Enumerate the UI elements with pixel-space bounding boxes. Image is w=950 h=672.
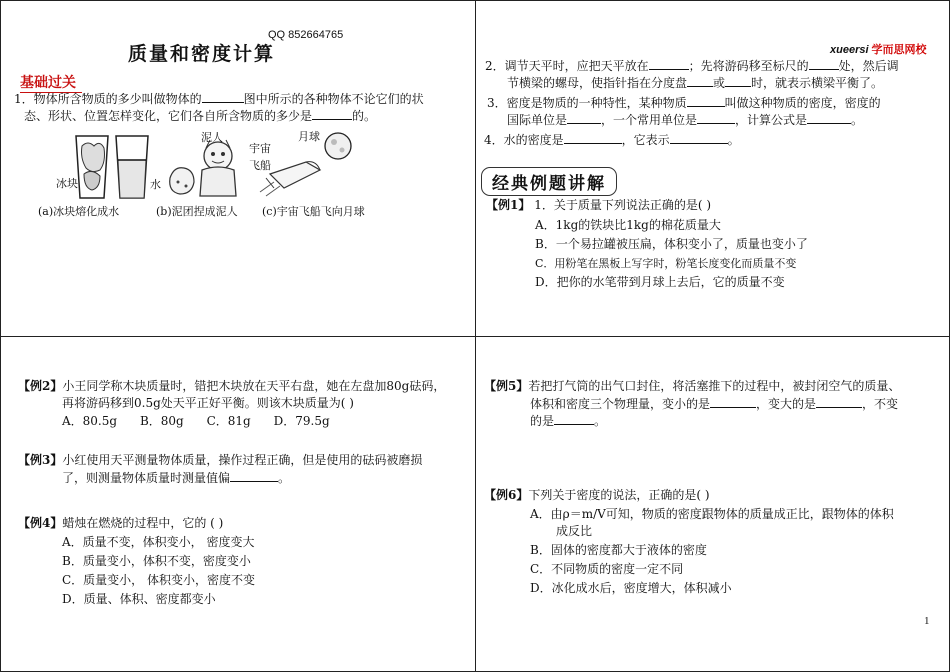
water-label: 水: [150, 178, 161, 191]
q3-text-f: 。: [851, 113, 864, 127]
ex4-option-c: C．质量变小， 体积变小，密度不变: [62, 573, 255, 587]
q3-blank-2: [567, 111, 601, 124]
ex3-tag: 【例3】: [18, 453, 63, 467]
ex4-option-b: B．质量变小，体积不变，密度变小: [62, 554, 251, 568]
ice-glass-illustration: [76, 136, 108, 198]
q2-blank-1: [649, 57, 689, 70]
ex6-option-a-line2: 成反比: [556, 524, 593, 538]
ex1-stem: [486, 197, 711, 214]
ex3-text-a: 小红使用天平测量物体质量，操作过程正确，但是使用的砝码被磨损: [62, 453, 423, 467]
spacecraft-label-1: 宇宙: [249, 142, 271, 155]
q2-text-e: 或: [713, 76, 726, 90]
ex5-text-c: ，变大的是: [756, 397, 817, 411]
q2-blank-2: [809, 57, 839, 70]
q1-line1: [14, 90, 424, 108]
ex1-tag: 【例1】: [486, 198, 531, 212]
spacecraft-label-2: 飞船: [249, 159, 271, 172]
ex5-line1: [484, 378, 900, 395]
ex2-line2: 再将游码移到0.5g处天平正好平衡。则该木块质量为( ): [62, 396, 354, 410]
q3-text-a: 3．密度是物质的一种特性，某种物质: [487, 96, 687, 110]
ex5-blank-3: [554, 412, 594, 425]
ex4-tag: 【例4】: [18, 516, 63, 530]
ex3-text-c: 。: [278, 471, 291, 485]
q2-text-f: 时，就表示横梁平衡了。: [751, 76, 884, 90]
ex6-option-c: C．不同物质的密度一定不同: [530, 562, 684, 576]
ex6-tag: 【例6】: [484, 488, 529, 502]
q3-line1: [487, 94, 881, 112]
ex5-text-a: 若把打气筒的出气口封住，将活塞推下的过程中，被封闭空气的质量、: [528, 379, 901, 393]
clay-lump-illustration: [170, 168, 194, 194]
caption-b: (b)泥团捏成泥人: [156, 205, 238, 218]
q2-text-c: 处，然后调: [838, 59, 899, 73]
ex3-line2: [62, 469, 290, 487]
moon-illustration: [325, 133, 351, 159]
page-title: 质量和密度计算: [128, 43, 276, 65]
ex1-stem-text: 1．关于质量下列说法正确的是( ): [534, 198, 712, 212]
clay-figure-illustration: [200, 140, 236, 196]
ex2-text-a: 小王同学称木块质量时，错把木块放在天平右盘，她在左盘加80g砝码，: [62, 379, 446, 393]
section-examples-heading: 经典例题讲解: [481, 167, 617, 196]
ex4-stem-text: 蜡烛在燃烧的过程中，它的 ( ): [62, 516, 224, 530]
ex5-blank-2: [816, 395, 862, 408]
ex2-line1: [18, 378, 445, 395]
q2-line2: [507, 74, 883, 92]
ex6-option-a-line1: A．由ρ＝m/V可知，物质的密度跟物体的质量成正比，跟物体的体积: [530, 507, 894, 521]
xueersi-logo: [830, 41, 927, 57]
q1-text-c: 态、形状、位置怎样变化，它们各自所含物质的多少是: [24, 109, 313, 123]
ex4-stem: [18, 515, 223, 532]
q1-text-b: 图中所示的各种物体不论它们的状: [243, 92, 424, 106]
divider-horizontal: [0, 336, 950, 337]
moon-label: 月球: [298, 130, 320, 143]
ex2-tag: 【例2】: [18, 379, 63, 393]
ex3-blank: [230, 469, 278, 482]
q1-text-d: 的。: [352, 109, 377, 123]
clay-label: 泥人: [201, 131, 223, 144]
ex4-option-a: A．质量不变，体积变小， 密度变大: [62, 535, 255, 549]
q4-text-c: 。: [727, 133, 740, 147]
q3-line2: [507, 111, 863, 129]
ex1-option-b: B．一个易拉罐被压扁，体积变小了，质量也变小了: [535, 237, 808, 251]
ex1-option-d: D．把你的水笔带到月球上去后，它的质量不变: [535, 275, 785, 289]
qq-header: QQ 852664765: [268, 29, 344, 41]
q4-line: [484, 131, 740, 149]
ex1-option-c: C．用粉笔在黑板上写字时，粉笔长度变化而质量不变: [535, 257, 797, 270]
page-number: 1: [924, 615, 930, 627]
ex5-text-d: ，不变: [862, 397, 899, 411]
q3-text-e: ，计算公式是: [735, 113, 808, 127]
q1-blank-2: [312, 107, 352, 120]
caption-c: (c)宇宙飞船飞向月球: [262, 205, 365, 218]
ex5-text-e: 的是: [530, 414, 555, 428]
ex6-option-d: D．冰化成水后，密度增大，体积减小: [530, 581, 732, 595]
logo-chinese: 学而思网校: [871, 44, 927, 56]
ex3-text-b: 了，则测量物体质量时测量值偏: [62, 471, 231, 485]
q4-text-a: 4．水的密度是: [484, 133, 564, 147]
q3-blank-3: [697, 111, 735, 124]
q2-text-a: 2．调节天平时，应把天平放在: [485, 59, 649, 73]
ice-label: 冰块: [56, 177, 78, 190]
ex5-text-f: 。: [594, 414, 607, 428]
q3-blank-1: [687, 94, 725, 107]
q1-line2: [24, 107, 376, 125]
section-basic-heading: 基础过关: [20, 75, 76, 91]
q2-blank-3: [687, 74, 713, 87]
ex4-option-d: D．质量、体积、密度都变小: [62, 592, 216, 606]
q4-text-b: ，它表示: [621, 133, 670, 147]
q3-text-c: 国际单位是: [507, 113, 568, 127]
ex5-tag: 【例5】: [484, 379, 529, 393]
q3-text-b: 叫做这种物质的密度，密度的: [724, 96, 881, 110]
water-glass-illustration: [116, 136, 148, 198]
ex5-blank-1: [710, 395, 756, 408]
q2-text-b: ；先将游码移至标尺的: [688, 59, 809, 73]
q1-blank-1: [202, 90, 244, 103]
ex6-option-b: B．固体的密度都大于液体的密度: [530, 543, 707, 557]
q3-blank-4: [807, 111, 851, 124]
q2-blank-4: [725, 74, 751, 87]
ex6-stem-text: 下列关于密度的说法，正确的是( ): [528, 488, 710, 502]
caption-a: (a)冰块熔化成水: [38, 205, 120, 218]
ex5-text-b: 体积和密度三个物理量，变小的是: [530, 397, 711, 411]
ex5-line3: [530, 412, 606, 430]
ex1-option-a: A．1kg的铁块比1kg的棉花质量大: [535, 218, 721, 232]
ex6-stem: [484, 487, 710, 504]
q1-text-a: 1．物体所含物质的多少叫做物体的: [14, 92, 202, 106]
ex3-line1: [18, 452, 422, 469]
logo-latin: xueersi: [830, 44, 869, 56]
q3-text-d: ，一个常用单位是: [601, 113, 698, 127]
q2-line1: [485, 57, 899, 75]
ex5-line2: [530, 395, 898, 413]
q4-blank-1: [564, 131, 622, 144]
ex2-options: A．80.5g B．80g C．81g D．79.5g: [62, 414, 330, 428]
q2-text-d: 节横梁的螺母，使指针指在分度盘: [507, 76, 688, 90]
q4-blank-2: [670, 131, 728, 144]
